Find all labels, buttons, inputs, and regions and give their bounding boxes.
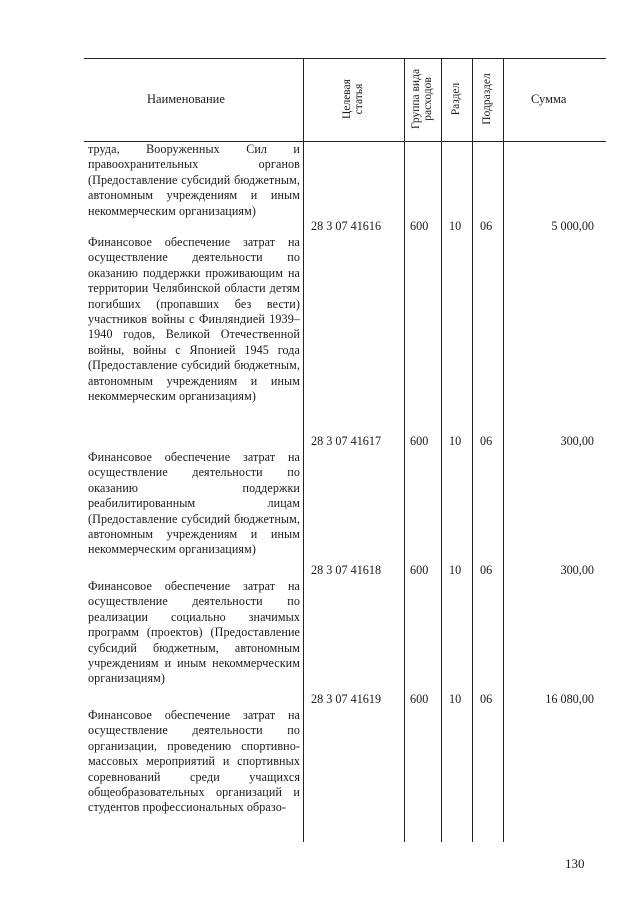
row-subsection: 06 <box>480 434 493 448</box>
row-description: труда, Вооруженных Сил и правоохранительных органов (Предоставление субсидий бюджетным, автономным учреждениям и иным некоммерческим организациям) <box>88 142 300 218</box>
header-section: Раздел <box>449 82 462 116</box>
row-description: Финансовое обеспечение затрат на осуществление деятельности по оказанию поддержки реабилитированным лицам (Предоставление субсидий бюджетным, автономным учреждениям и иным некоммерческим организациям) <box>88 450 300 557</box>
column-divider <box>441 58 442 842</box>
row-subsection: 06 <box>480 692 493 706</box>
row-section: 10 <box>449 563 462 577</box>
row-amount: 5 000,00 <box>551 219 594 233</box>
row-target-code: 28 3 07 41617 <box>311 434 382 448</box>
page-number: 130 <box>565 856 585 871</box>
table-top-rule <box>84 58 606 59</box>
column-divider <box>472 58 473 842</box>
row-subsection: 06 <box>480 563 493 577</box>
row-expense-group: 600 <box>410 692 429 706</box>
row-expense-group: 600 <box>410 563 429 577</box>
header-expense-group: Группа вида расходов <box>409 68 434 130</box>
header-amount: Сумма <box>531 92 567 106</box>
row-description: Финансовое обеспечение затрат на осуществление деятельности по оказанию поддержки проживающим на территории Челябинской области детям погибших (пропавших без вести) участников войны с Финляндией 1939–1940 годов, Великой Отечественной войны, войны с Японией 1945 года (Предоставление субсидий бюджетным, автономным учреждениям и иным некоммерческим организациям) <box>88 235 300 404</box>
row-amount: 300,00 <box>560 563 594 577</box>
row-description: Финансовое обеспечение затрат на осуществление деятельности по организации, проведению спортивно-массовых мероприятий и спортивных соревнований среди учащихся общеобразовательных организаций и студентов профессиональных образо- <box>88 708 300 815</box>
header-name: Наименование <box>147 92 225 106</box>
row-amount: 300,00 <box>560 434 594 448</box>
header-target-article: Целевая статья <box>340 79 365 119</box>
row-target-code: 28 3 07 41616 <box>311 219 382 233</box>
column-divider <box>303 58 304 842</box>
row-description: Финансовое обеспечение затрат на осуществление деятельности по реализации социально значимых программ (проектов) (Предоставление субсидий бюджетным, автономным учреждениям и иным некоммерческим организациям) <box>88 579 300 686</box>
column-divider <box>404 58 405 842</box>
row-section: 10 <box>449 219 462 233</box>
row-subsection: 06 <box>480 219 493 233</box>
row-target-code: 28 3 07 41618 <box>311 563 382 577</box>
row-section: 10 <box>449 692 462 706</box>
row-section: 10 <box>449 434 462 448</box>
row-expense-group: 600 <box>410 434 429 448</box>
row-amount: 16 080,00 <box>545 692 594 706</box>
header-subsection: Подраздел <box>480 73 493 125</box>
row-target-code: 28 3 07 41619 <box>311 692 382 706</box>
column-divider <box>503 58 504 842</box>
row-expense-group: 600 <box>410 219 429 233</box>
